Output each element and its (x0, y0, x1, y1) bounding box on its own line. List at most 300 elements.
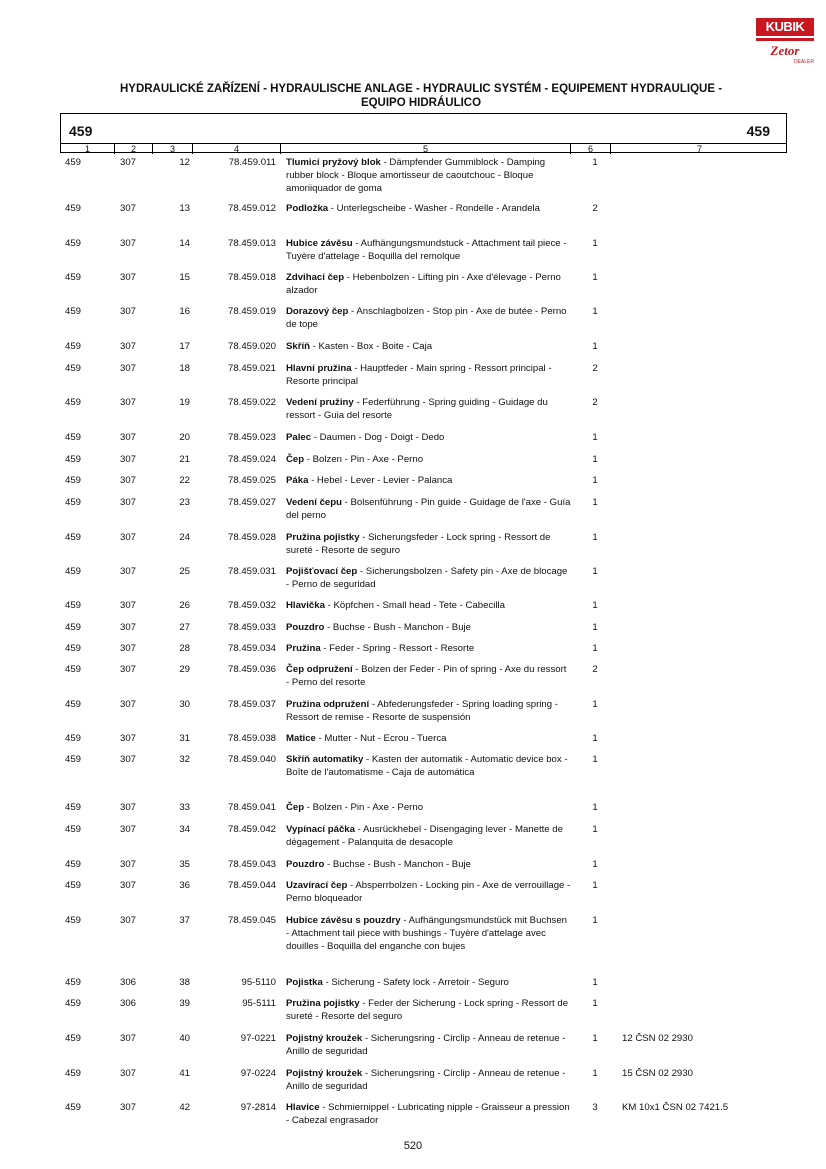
cell-part-number: 78.459.028 (227, 532, 276, 543)
column-header: 1 (61, 144, 115, 154)
cell-subgroup: 307 (119, 754, 136, 765)
cell-group: 459 (65, 1068, 82, 1079)
part-translations: - Bolzen - Pin - Axe - Perno (304, 802, 424, 813)
cell-position: 19 (179, 397, 190, 408)
cell-description (286, 156, 571, 195)
part-translations: - Sicherungsfeder - Lock spring - Ressort de sureté - Resorte de seguro (286, 532, 551, 556)
cell-group: 459 (65, 1102, 82, 1113)
table-row (60, 202, 787, 228)
cell-quantity: 1 (592, 532, 598, 543)
part-translations: - Aufhängungsmundstück mit Buchsen - Attachment tail piece with bushings - Tuyère d'attelage avec douilles - Boquilla del enganche con bujes (286, 915, 568, 952)
cell-quantity: 1 (592, 306, 598, 317)
cell-group: 459 (65, 432, 82, 443)
table-row (60, 237, 787, 263)
cell-position: 42 (179, 1102, 190, 1113)
cell-part-number: 78.459.031 (227, 566, 276, 577)
part-name-czech: Podložka (286, 203, 329, 214)
cell-description (286, 1032, 571, 1058)
cell-quantity: 1 (592, 733, 598, 744)
cell-subgroup: 307 (119, 566, 136, 577)
cell-part-number: 78.459.025 (227, 475, 276, 486)
cell-group: 459 (65, 238, 82, 249)
table-row (60, 362, 787, 388)
part-name-czech: Páka (286, 475, 309, 486)
cell-position: 27 (179, 622, 190, 633)
cell-group: 459 (65, 454, 82, 465)
part-translations: - Schmiernippel - Lubricating nipple - Graisseur a pression - Cabezal engrasador (286, 1102, 570, 1126)
cell-subgroup: 307 (119, 600, 136, 611)
cell-position: 33 (179, 802, 190, 813)
group-number-right: 459 (746, 123, 770, 139)
cell-part-number: 78.459.032 (227, 600, 276, 611)
cell-quantity: 1 (592, 272, 598, 283)
part-name-czech: Pojistný kroužek (286, 1033, 363, 1044)
cell-subgroup: 307 (119, 622, 136, 633)
cell-group: 459 (65, 397, 82, 408)
cell-position: 36 (179, 880, 190, 891)
cell-description (286, 858, 571, 871)
part-name-czech: Hlavička (286, 600, 325, 611)
cell-position: 37 (179, 915, 190, 926)
cell-description (286, 801, 571, 814)
table-row (60, 997, 787, 1023)
cell-note: 15 ČSN 02 2930 (622, 1068, 693, 1079)
cell-subgroup: 306 (119, 977, 136, 988)
logo-stripe (756, 38, 814, 41)
cell-position: 28 (179, 643, 190, 654)
cell-group: 459 (65, 475, 82, 486)
table-row (60, 879, 787, 905)
cell-quantity: 1 (592, 1033, 598, 1044)
column-header: 6 (571, 144, 611, 154)
cell-part-number: 78.459.021 (227, 363, 276, 374)
page-number: 520 (403, 1140, 423, 1152)
cell-position: 24 (179, 532, 190, 543)
part-translations: - Sicherungsring - Circlip - Anneau de retenue - Anillo de seguridad (286, 1033, 566, 1057)
part-translations: - Bolsenführung - Pin guide - Guidage de l'axe - Guía del perno (286, 497, 571, 521)
cell-subgroup: 307 (119, 432, 136, 443)
part-name-czech: Tlumicí pryžový blok (286, 157, 381, 168)
cell-subgroup: 307 (119, 341, 136, 352)
table-row (60, 801, 787, 814)
part-translations: - Buchse - Bush - Manchon - Buje (324, 859, 472, 870)
cell-subgroup: 307 (119, 363, 136, 374)
cell-description (286, 1101, 571, 1127)
cell-group: 459 (65, 203, 82, 214)
section-title-line1: HYDRAULICKÉ ZAŘÍZENÍ - HYDRAULISCHE ANLAGE - HYDRAULIC SYSTÉM - EQUIPEMENT HYDRAULIQUE - (119, 83, 723, 95)
part-translations: - Absperrbolzen - Locking pin - Axe de verrouillage - Perno bloqueador (286, 880, 571, 904)
cell-position: 23 (179, 497, 190, 508)
cell-group: 459 (65, 824, 82, 835)
cell-group: 459 (65, 977, 82, 988)
cell-subgroup: 307 (119, 824, 136, 835)
cell-description (286, 698, 571, 724)
cell-position: 34 (179, 824, 190, 835)
cell-part-number: 78.459.045 (227, 915, 276, 926)
cell-description (286, 531, 571, 557)
table-row (60, 453, 787, 466)
table-row (60, 753, 787, 792)
cell-part-number: 78.459.044 (227, 880, 276, 891)
cell-note: 12 ČSN 02 2930 (622, 1033, 693, 1044)
cell-group: 459 (65, 363, 82, 374)
cell-part-number: 78.459.020 (227, 341, 276, 352)
cell-group: 459 (65, 664, 82, 675)
part-translations: - Abfederungsfeder - Spring loading spring - Ressort de remise - Resorte de suspensión (286, 699, 558, 723)
part-translations: - Anschlagbolzen - Stop pin - Axe de butée - Perno de tope (286, 306, 567, 330)
cell-part-number: 97-2814 (240, 1102, 276, 1113)
cell-quantity: 1 (592, 977, 598, 988)
cell-description (286, 753, 571, 779)
cell-quantity: 1 (592, 475, 598, 486)
part-translations: - Daumen - Dog - Doigt - Dedo (311, 432, 445, 443)
table-row (60, 642, 787, 655)
cell-subgroup: 307 (119, 1068, 136, 1079)
cell-description (286, 914, 571, 953)
cell-group: 459 (65, 998, 82, 1009)
cell-quantity: 1 (592, 238, 598, 249)
cell-subgroup: 307 (119, 397, 136, 408)
part-name-czech: Hlavice (286, 1102, 320, 1113)
cell-part-number: 78.459.027 (227, 497, 276, 508)
cell-subgroup: 307 (119, 306, 136, 317)
cell-part-number: 78.459.043 (227, 859, 276, 870)
part-translations: - Köpfchen - Small head - Tete - Cabecilla (324, 600, 505, 611)
cell-group: 459 (65, 880, 82, 891)
cell-part-number: 78.459.013 (227, 238, 276, 249)
table-row (60, 599, 787, 612)
cell-quantity: 1 (592, 643, 598, 654)
part-translations: - Kasten - Box - Boite - Caja (310, 341, 433, 352)
cell-position: 32 (179, 754, 190, 765)
table-row (60, 1032, 787, 1058)
cell-description (286, 1067, 571, 1093)
cell-description (286, 663, 571, 689)
part-translations: - Feder der Sicherung - Lock spring - Ressort de sureté - Resorte del seguro (286, 998, 569, 1022)
cell-part-number: 97-0224 (240, 1068, 276, 1079)
part-name-czech: Pojistka (286, 977, 323, 988)
cell-group: 459 (65, 754, 82, 765)
cell-description (286, 997, 571, 1023)
table-row (60, 565, 787, 591)
cell-position: 20 (179, 432, 190, 443)
cell-quantity: 1 (592, 600, 598, 611)
cell-description (286, 599, 571, 612)
table-row (60, 340, 787, 353)
cell-position: 14 (179, 238, 190, 249)
cell-part-number: 78.459.036 (227, 664, 276, 675)
cell-description (286, 823, 571, 849)
cell-part-number: 78.459.024 (227, 454, 276, 465)
cell-subgroup: 307 (119, 699, 136, 710)
cell-description (286, 271, 571, 297)
cell-quantity: 1 (592, 754, 598, 765)
logo-dealer: DEALER (793, 59, 814, 65)
part-translations: - Bolzen der Feder - Pin of spring - Axe du ressort - Perno del resorte (286, 664, 567, 688)
cell-group: 459 (65, 1033, 82, 1044)
table-row (60, 732, 787, 745)
section-title-line2: EQUIPO HIDRÁULICO (360, 97, 482, 109)
table-row (60, 663, 787, 689)
part-name-czech: Uzavírací čep (286, 880, 348, 891)
cell-group: 459 (65, 272, 82, 283)
cell-subgroup: 307 (119, 272, 136, 283)
cell-part-number: 78.459.041 (227, 802, 276, 813)
cell-quantity: 1 (592, 566, 598, 577)
cell-description (286, 976, 571, 989)
cell-position: 30 (179, 699, 190, 710)
part-translations: - Aufhängungsmundstuck - Attachment tail piece - Tuyère d'attelage - Boquilla del remolque (286, 238, 567, 262)
table-row (60, 1101, 787, 1127)
cell-position: 26 (179, 600, 190, 611)
table-row (60, 156, 787, 195)
cell-subgroup: 307 (119, 454, 136, 465)
cell-subgroup: 307 (119, 497, 136, 508)
cell-subgroup: 307 (119, 733, 136, 744)
column-header: 2 (115, 144, 153, 154)
table-row (60, 431, 787, 444)
table-row (60, 531, 787, 557)
table-row (60, 698, 787, 724)
cell-subgroup: 307 (119, 532, 136, 543)
part-translations: - Dämpfender Gummiblock - Damping rubber block - Bloque amortisseur de caoutchouc - Bloque amoriiquador de goma (286, 157, 546, 194)
column-numbers-row (61, 143, 786, 154)
cell-position: 22 (179, 475, 190, 486)
table-row (60, 305, 787, 331)
cell-note: KM 10x1 ČSN 02 7421.5 (622, 1102, 729, 1113)
cell-position: 12 (179, 157, 190, 168)
group-header-box (60, 113, 787, 153)
cell-group: 459 (65, 566, 82, 577)
cell-subgroup: 307 (119, 880, 136, 891)
cell-quantity: 1 (592, 859, 598, 870)
part-translations: - Federführung - Spring guiding - Guidage du ressort - Guia del resorte (286, 397, 548, 421)
table-row (60, 1067, 787, 1093)
part-name-czech: Vedení pružiny (286, 397, 354, 408)
cell-part-number: 78.459.018 (227, 272, 276, 283)
cell-position: 16 (179, 306, 190, 317)
table-row (60, 396, 787, 422)
part-name-czech: Čep (286, 454, 305, 465)
cell-part-number: 78.459.038 (227, 733, 276, 744)
part-name-czech: Vypínací páčka (286, 824, 355, 835)
part-name-czech: Pružina odpružení (286, 699, 370, 710)
logo-brand: KUBIK (756, 18, 814, 36)
table-row (60, 914, 787, 966)
cell-description (286, 340, 571, 353)
column-header: 7 (696, 144, 702, 154)
cell-position: 17 (179, 341, 190, 352)
cell-subgroup: 307 (119, 1033, 136, 1044)
cell-quantity: 1 (592, 497, 598, 508)
cell-group: 459 (65, 532, 82, 543)
cell-subgroup: 307 (119, 238, 136, 249)
cell-group: 459 (65, 733, 82, 744)
part-translations: - Ausrückhebel - Disengaging lever - Manette de dégagement - Palanquita de desacople (286, 824, 563, 848)
cell-quantity: 1 (592, 341, 598, 352)
cell-position: 29 (179, 664, 190, 675)
cell-subgroup: 307 (119, 859, 136, 870)
table-row (60, 976, 787, 989)
cell-quantity: 1 (592, 454, 598, 465)
part-name-czech: Pouzdro (286, 622, 325, 633)
cell-quantity: 1 (592, 998, 598, 1009)
cell-group: 459 (65, 699, 82, 710)
table-row (60, 823, 787, 849)
part-name-czech: Pružina pojistky (286, 998, 360, 1009)
cell-description (286, 474, 571, 487)
part-translations: - Sicherungsring - Circlip - Anneau de retenue - Anillo de seguridad (286, 1068, 566, 1092)
cell-part-number: 78.459.019 (227, 306, 276, 317)
part-translations: - Unterlegscheibe - Washer - Rondelle - Arandela (328, 203, 540, 214)
part-name-czech: Pouzdro (286, 859, 325, 870)
cell-position: 41 (179, 1068, 190, 1079)
cell-part-number: 78.459.042 (227, 824, 276, 835)
part-translations: - Kasten der automatik - Automatic device box - Boîte de l'automatisme - Caja de automática (286, 754, 568, 778)
part-name-czech: Matice (286, 733, 316, 744)
cell-subgroup: 307 (119, 664, 136, 675)
table-row (60, 474, 787, 487)
cell-position: 39 (179, 998, 190, 1009)
cell-position: 21 (179, 454, 190, 465)
cell-part-number: 78.459.011 (228, 157, 276, 168)
cell-subgroup: 306 (119, 998, 136, 1009)
part-translations: - Sicherung - Safety lock - Arretoir - Seguro (322, 977, 509, 988)
cell-position: 15 (179, 272, 190, 283)
section-title (60, 82, 782, 110)
cell-position: 40 (179, 1033, 190, 1044)
cell-description (286, 621, 571, 634)
cell-part-number: 95-5111 (242, 998, 276, 1009)
cell-group: 459 (65, 622, 82, 633)
cell-description (286, 431, 571, 444)
part-translations: - Mutter - Nut - Ecrou - Tuerca (315, 733, 447, 744)
column-header: 4 (193, 144, 281, 154)
cell-part-number: 95-5110 (241, 977, 276, 988)
cell-part-number: 78.459.040 (227, 754, 276, 765)
logo-zetor: Zetor (770, 43, 800, 58)
table-row (60, 496, 787, 522)
part-translations: - Hauptfeder - Main spring - Ressort principal - Resorte principal (286, 363, 552, 387)
cell-subgroup: 307 (119, 643, 136, 654)
table-row (60, 621, 787, 634)
cell-quantity: 1 (592, 915, 598, 926)
cell-group: 459 (65, 157, 82, 168)
part-translations: - Bolzen - Pin - Axe - Perno (304, 454, 424, 465)
part-name-czech: Pružina (286, 643, 321, 654)
cell-quantity: 1 (592, 1068, 598, 1079)
part-name-czech: Dorazový čep (286, 306, 349, 317)
cell-group: 459 (65, 497, 82, 508)
cell-subgroup: 307 (119, 1102, 136, 1113)
part-name-czech: Pojišťovací čep (286, 566, 358, 577)
cell-group: 459 (65, 643, 82, 654)
part-translations: - Hebel - Lever - Levier - Palanca (308, 475, 453, 486)
cell-quantity: 1 (592, 622, 598, 633)
cell-quantity: 2 (592, 363, 598, 374)
cell-position: 25 (179, 566, 190, 577)
cell-description (286, 496, 571, 522)
cell-position: 31 (179, 733, 190, 744)
cell-quantity: 1 (592, 880, 598, 891)
part-name-czech: Čep (286, 802, 305, 813)
cell-position: 38 (179, 977, 190, 988)
cell-subgroup: 307 (119, 157, 136, 168)
cell-position: 35 (179, 859, 190, 870)
cell-subgroup: 307 (119, 802, 136, 813)
part-name-czech: Zdvihací čep (286, 272, 345, 283)
cell-description (286, 732, 571, 745)
kubik-zetor-logo (756, 14, 814, 68)
group-number-left: 459 (69, 123, 93, 139)
cell-description (286, 642, 571, 655)
cell-group: 459 (65, 306, 82, 317)
part-name-czech: Hlavní pružina (286, 363, 352, 374)
cell-subgroup: 307 (119, 915, 136, 926)
cell-quantity: 1 (592, 157, 598, 168)
cell-group: 459 (65, 341, 82, 352)
column-header: 3 (153, 144, 193, 154)
cell-group: 459 (65, 600, 82, 611)
cell-part-number: 78.459.037 (227, 699, 276, 710)
cell-group: 459 (65, 802, 82, 813)
part-name-czech: Skříň automatiky (286, 754, 364, 765)
cell-quantity: 1 (592, 699, 598, 710)
part-name-czech: Skříň (286, 341, 310, 352)
cell-description (286, 396, 571, 422)
cell-description (286, 879, 571, 905)
part-name-czech: Vedení čepu (286, 497, 342, 508)
part-name-czech: Hubice závěsu (286, 238, 353, 249)
cell-quantity: 2 (592, 664, 598, 675)
cell-quantity: 3 (592, 1102, 598, 1113)
part-name-czech: Pojistný kroužek (286, 1068, 363, 1079)
cell-description (286, 237, 571, 263)
cell-subgroup: 307 (119, 475, 136, 486)
part-name-czech: Hubice závěsu s pouzdry (286, 915, 401, 926)
cell-part-number: 97-0221 (240, 1033, 276, 1044)
cell-quantity: 2 (592, 397, 598, 408)
column-header: 5 (281, 144, 571, 154)
cell-description (286, 453, 571, 466)
part-translations: - Hebenbolzen - Lifting pin - Axe d'élevage - Perno alzador (286, 272, 561, 296)
cell-group: 459 (65, 859, 82, 870)
cell-part-number: 78.459.023 (227, 432, 276, 443)
cell-quantity: 1 (592, 824, 598, 835)
cell-position: 18 (179, 363, 190, 374)
table-row (60, 858, 787, 871)
cell-part-number: 78.459.033 (227, 622, 276, 633)
table-row (60, 271, 787, 297)
cell-subgroup: 307 (119, 203, 136, 214)
part-name-czech: Palec (286, 432, 312, 443)
cell-quantity: 2 (592, 203, 598, 214)
cell-part-number: 78.459.034 (227, 643, 276, 654)
cell-quantity: 1 (592, 802, 598, 813)
cell-part-number: 78.459.012 (227, 203, 276, 214)
part-name-czech: Čep odpružení (286, 664, 353, 675)
part-translations: - Sicherungsbolzen - Safety pin - Axe de blocage - Perno de seguridad (286, 566, 568, 590)
cell-part-number: 78.459.022 (227, 397, 276, 408)
cell-position: 13 (179, 203, 190, 214)
part-translations: - Buchse - Bush - Manchon - Buje (324, 622, 472, 633)
cell-group: 459 (65, 915, 82, 926)
part-translations: - Feder - Spring - Ressort - Resorte (320, 643, 475, 654)
cell-description (286, 362, 571, 388)
cell-description (286, 202, 571, 215)
cell-description (286, 305, 571, 331)
cell-quantity: 1 (592, 432, 598, 443)
